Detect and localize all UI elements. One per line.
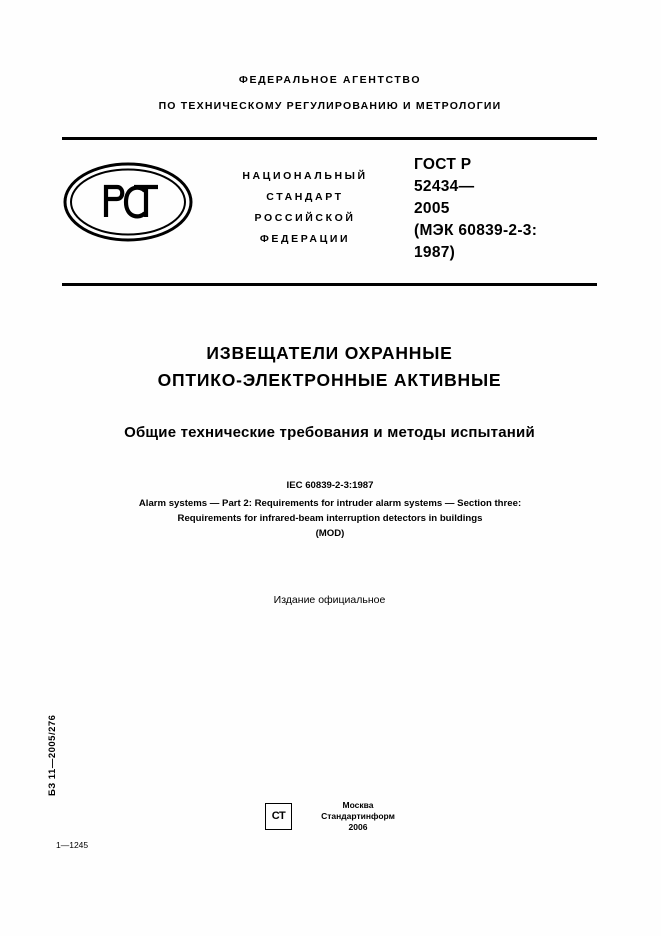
agency-header: [60, 74, 600, 112]
national-standard-block: [205, 166, 405, 250]
side-catalog-code: [47, 556, 58, 796]
standard-code-line-4: (МЭК 60839-2-3:: [414, 222, 538, 239]
national-standard-line-4: ФЕДЕРАЦИИ: [259, 233, 351, 245]
agency-line-1: ФЕДЕРАЛЬНОЕ АГЕНТСТВО: [238, 74, 422, 86]
page-title: [62, 340, 597, 394]
iec-reference-line-2: Requirements for infrared-beam interruption detectors in buildings: [177, 513, 483, 524]
gost-r-emblem-icon: [62, 161, 195, 243]
iec-reference-number: IEC 60839-2-3:1987: [286, 480, 374, 491]
divider-bottom: [62, 283, 597, 286]
page-title-line-2: ОПТИКО-ЭЛЕКТРОННЫЕ АКТИВНЫЕ: [157, 370, 502, 390]
national-standard-line-1: НАЦИОНАЛЬНЫЙ: [242, 170, 368, 182]
standard-code-block: [414, 154, 604, 264]
divider-top: [62, 137, 597, 140]
publisher-city: Москва: [342, 800, 374, 810]
iec-reference-block: [40, 478, 620, 541]
publisher-block: [265, 800, 425, 840]
publisher-name: Стандартинформ: [321, 811, 395, 821]
iec-reference-line-1: Alarm systems — Part 2: Requirements for intruder alarm systems — Section three:: [138, 498, 522, 509]
iec-reference-line-3: (MOD): [315, 528, 345, 539]
standard-code-line-2: 52434—: [414, 178, 475, 195]
agency-line-2: ПО ТЕХНИЧЕСКОМУ РЕГУЛИРОВАНИЮ И МЕТРОЛОГИИ: [158, 100, 502, 112]
page-title-line-1: ИЗВЕЩАТЕЛИ ОХРАННЫЕ: [206, 343, 453, 363]
publisher-text: [303, 800, 413, 833]
standard-code-line-5: 1987): [414, 244, 456, 261]
official-edition-note: Издание официальное: [273, 594, 386, 606]
national-standard-line-2: СТАНДАРТ: [266, 191, 344, 203]
bottom-print-code: 1—1245: [56, 840, 89, 850]
publisher-logo-icon: СТ: [265, 803, 292, 830]
standard-code-line-3: 2005: [414, 200, 450, 217]
page-subtitle: Общие технические требования и методы испытаний: [124, 424, 535, 441]
national-standard-line-3: РОССИЙСКОЙ: [254, 212, 356, 224]
side-catalog-code-text: БЗ 11—2005/276: [47, 714, 58, 796]
publisher-year: 2006: [348, 822, 368, 832]
standard-code-line-1: ГОСТ Р: [414, 156, 472, 173]
